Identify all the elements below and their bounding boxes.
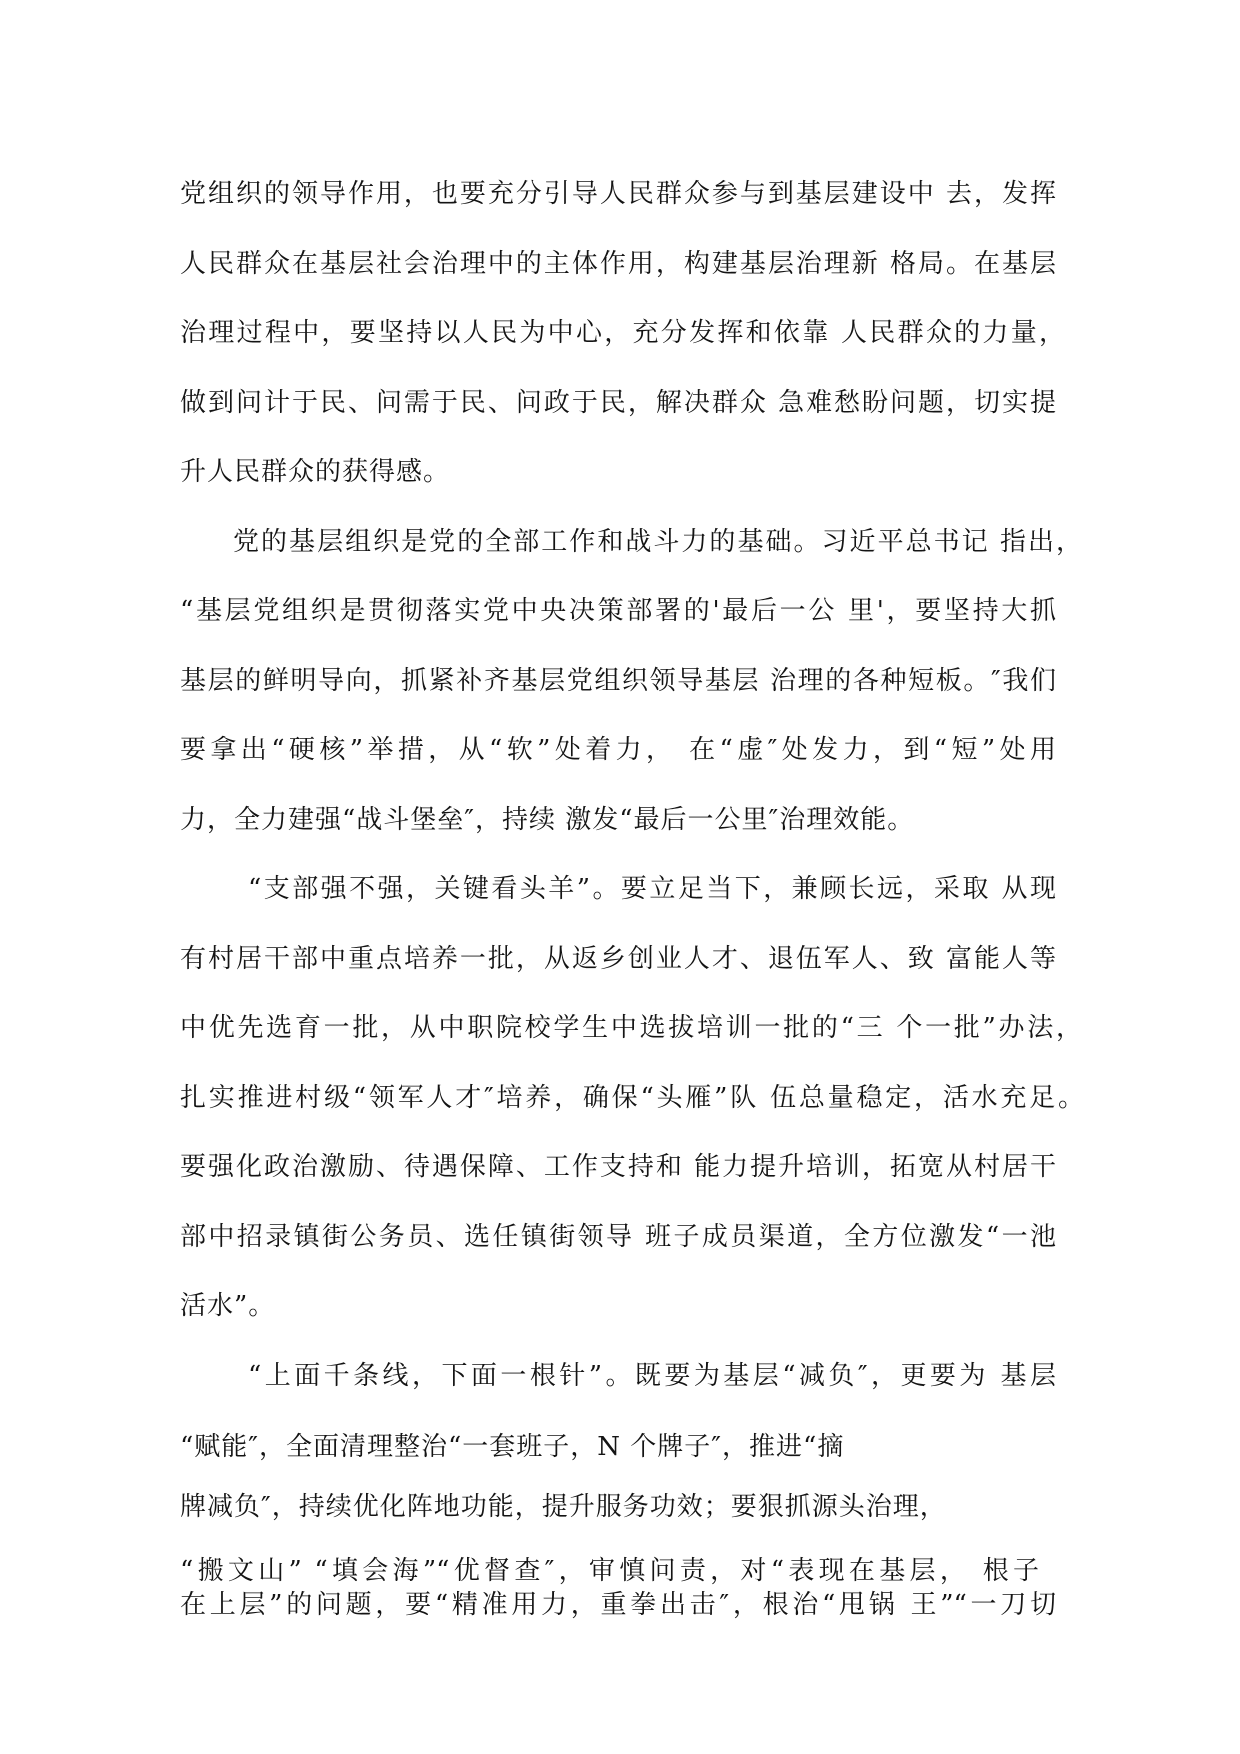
paragraph-1-line-3: 治理过程中，要坚持以人民为中心，充分发挥和依靠 人民群众的力量，	[180, 318, 1065, 348]
paragraph-3-line-7: 活水”。	[180, 1291, 276, 1321]
paragraph-2-line-5: 力，全力建强“战斗堡垒″，持续 激发“最后一公里″治理效能。	[180, 805, 915, 835]
paragraph-4-line-1: “上面千条线，下面一根针”。既要为基层“减负″，更要为 基层	[248, 1361, 1056, 1391]
paragraph-3-line-5: 要强化政治激励、待遇保障、工作支持和 能力提升培训，拓宽从村居干	[180, 1152, 1056, 1182]
paragraph-4-line-3: 牌减负″，持续优化阵地功能，提升服务功效；要狠抓源头治理，	[180, 1492, 947, 1522]
paragraph-1-line-5: 升人民群众的获得感。	[180, 457, 451, 487]
paragraph-3-line-4: 扎实推进村级“领军人才″培养，确保“头雁”队 伍总量稳定，活水充足。	[180, 1083, 1084, 1113]
paragraph-1-line-1: 党组织的领导作用，也要充分引导人民群众参与到基层建设中 去，发挥	[180, 179, 1056, 209]
paragraph-4-line-4: “搬文山” “填会海”“优督查″，审慎问责，对“表现在基层， 根子	[180, 1556, 1039, 1586]
paragraph-2-line-2: “基层党组织是贯彻落实党中央决策部署的'最后一公 里'，要坚持大抓	[180, 596, 1056, 626]
paragraph-3-line-2: 有村居干部中重点培养一批，从返乡创业人才、退伍军人、致 富能人等	[180, 944, 1056, 974]
paragraph-1-line-4: 做到问计于民、问需于民、问政于民，解决群众 急难愁盼问题，切实提	[180, 388, 1056, 418]
paragraph-2-line-3: 基层的鲜明导向，抓紧补齐基层党组织领导基层 治理的各种短板。″我们	[180, 666, 1056, 696]
paragraph-1-line-2: 人民群众在基层社会治理中的主体作用，构建基层治理新 格局。在基层	[180, 249, 1056, 279]
paragraph-3-line-1: “支部强不强，关键看头羊”。要立足当下，兼顾长远，采取 从现	[248, 874, 1056, 904]
paragraph-2-line-1: 党的基层组织是党的全部工作和战斗力的基础。习近平总书记 指出，	[233, 527, 1082, 557]
paragraph-2-line-4: 要拿出“硬核”举措，从“软”处着力， 在“虚″处发力，到“短”处用	[180, 735, 1056, 765]
paragraph-4-line-5: 在上层”的问题，要“精准用力，重拳出击″，根治“甩锅 王”“一刀切	[180, 1590, 1056, 1620]
paragraph-3-line-3: 中优先选育一批，从中职院校学生中选拔培训一批的“三 个一批”办法，	[180, 1013, 1082, 1043]
paragraph-3-line-6: 部中招录镇街公务员、选任镇街领导 班子成员渠道，全方位激发“一池	[180, 1222, 1056, 1252]
paragraph-4-line-2: “赋能″，全面清理整治“一套班子，N 个牌子″，推进“摘	[180, 1432, 845, 1462]
